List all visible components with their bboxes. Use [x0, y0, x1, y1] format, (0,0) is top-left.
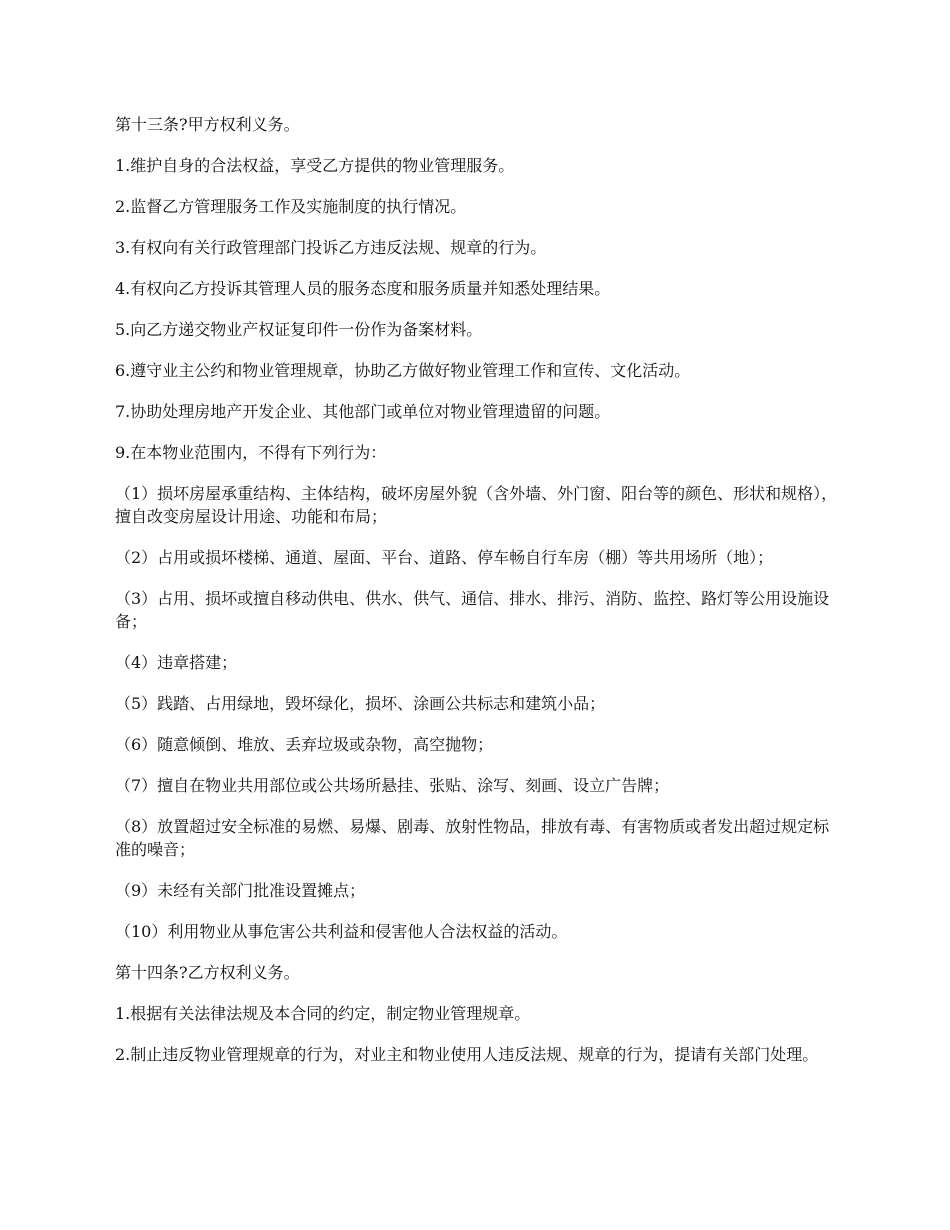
prohibited-act-9: （9）未经有关部门批准设置摊点；	[115, 881, 366, 900]
article-14-item-2: 2.制止违反物业管理规章的行为，对业主和物业使用人违反法规、规章的行为，提请有关部门处理。	[115, 1045, 819, 1064]
document-body	[115, 113, 840, 1084]
article-13-item-2: 2.监督乙方管理服务工作及实施制度的执行情况。	[115, 197, 467, 216]
prohibited-act-4: （4）违章搭建；	[115, 653, 238, 672]
article-13-item-6: 6.遵守业主公约和物业管理规章，协助乙方做好物业管理工作和宣传、文化活动。	[115, 361, 691, 380]
prohibited-act-3: （3）占用、损坏或擅自移动供电、供水、供气、通信、排水、排污、消防、监控、路灯等公用设施设备；	[115, 589, 830, 631]
article-13-item-1: 1.维护自身的合法权益，享受乙方提供的物业管理服务。	[115, 156, 515, 175]
prohibited-act-1: （1）损坏房屋承重结构、主体结构，破坏房屋外貌（含外墙、外门窗、阳台等的颜色、形状和规格），擅自改变房屋设计用途、功能和布局；	[115, 484, 838, 526]
prohibited-act-7: （7）擅自在物业共用部位或公共场所悬挂、张贴、涂写、刻画、设立广告牌；	[115, 776, 670, 795]
article-14-heading: 第十四条?乙方权利义务。	[115, 963, 300, 982]
article-14-item-1: 1.根据有关法律法规及本合同的约定，制定物业管理规章。	[115, 1004, 531, 1023]
article-13-heading: 第十三条?甲方权利义务。	[115, 115, 300, 134]
prohibited-act-2: （2）占用或损坏楼梯、通道、屋面、平台、道路、停车畅自行车房（棚）等共用场所（地）；	[115, 548, 774, 567]
article-13-item-4: 4.有权向乙方投诉其管理人员的服务态度和服务质量并知悉处理结果。	[115, 279, 611, 298]
prohibited-act-10: （10）利用物业从事危害公共利益和侵害他人合法权益的活动。	[115, 922, 568, 941]
article-13-item-7: 7.协助处理房地产开发企业、其他部门或单位对物业管理遗留的问题。	[115, 402, 611, 421]
article-13-item-3: 3.有权向有关行政管理部门投诉乙方违反法规、规章的行为。	[115, 238, 547, 257]
prohibited-act-5: （5）践踏、占用绿地，毁坏绿化，损坏、涂画公共标志和建筑小品；	[115, 694, 606, 713]
prohibited-act-8: （8）放置超过安全标准的易燃、易爆、剧毒、放射性物品，排放有毒、有害物质或者发出超过规定标准的噪音；	[115, 817, 830, 859]
prohibited-act-6: （6）随意倾倒、堆放、丢弃垃圾或杂物，高空抛物；	[115, 735, 494, 754]
article-13-item-5: 5.向乙方递交物业产权证复印件一份作为备案材料。	[115, 320, 483, 339]
article-13-item-9: 9.在本物业范围内，不得有下列行为：	[115, 443, 387, 462]
